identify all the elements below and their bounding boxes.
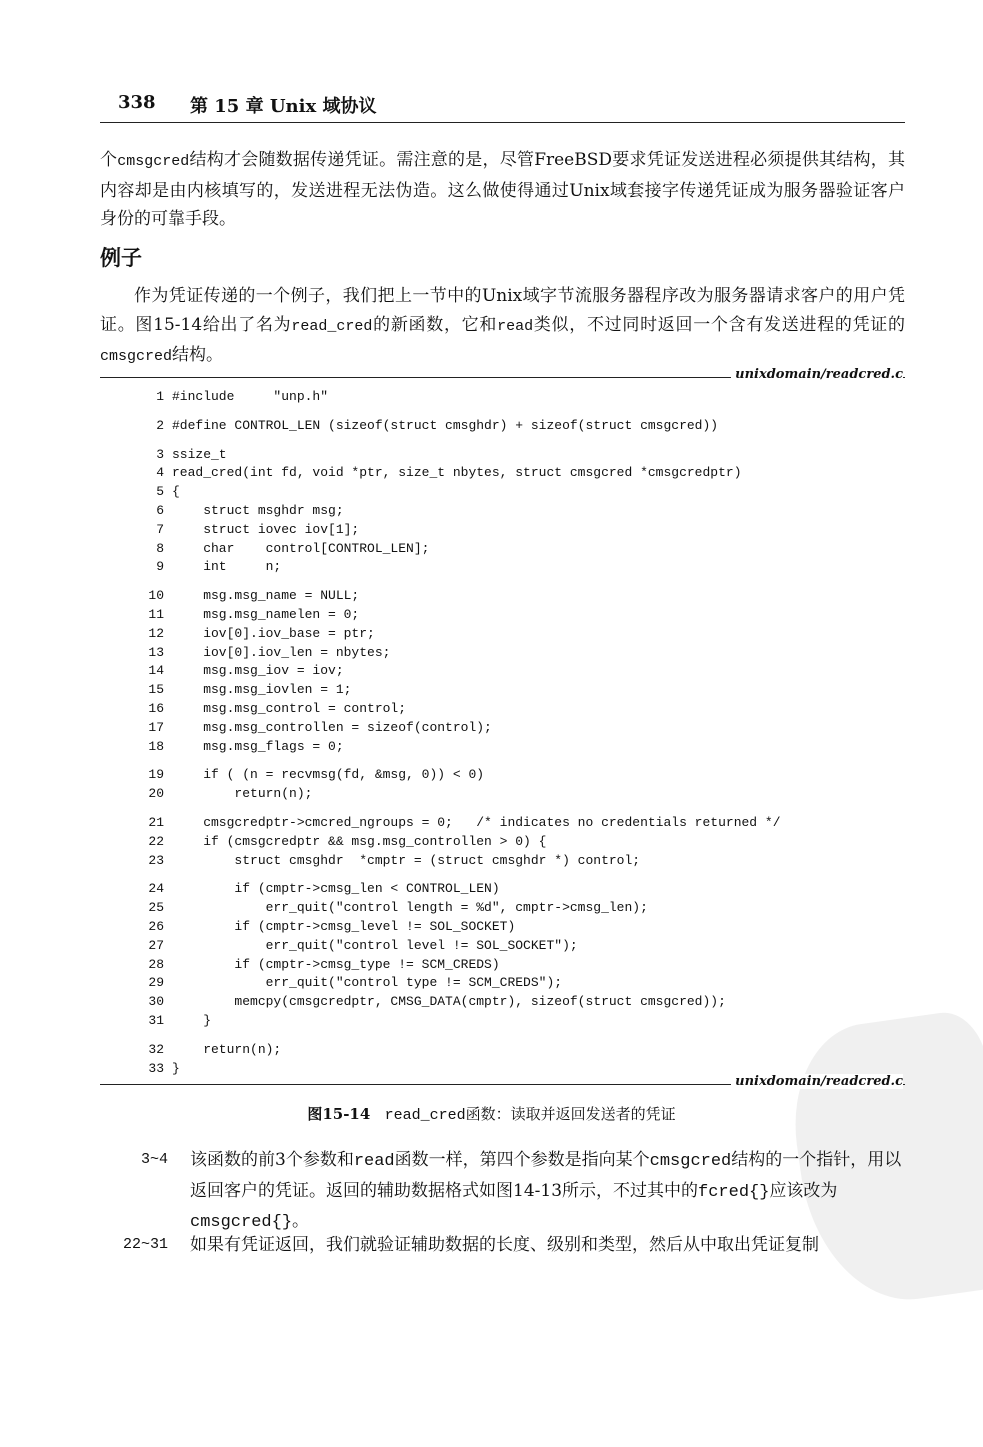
code-line bbox=[140, 1060, 781, 1079]
line-number: 17 bbox=[148, 719, 164, 735]
line-number: 23 bbox=[148, 852, 164, 868]
text-run: 结构才会随数据传递凭证。需注意的是，尽管FreeBSD要求凭证发送进程必须提供其结构，其内容却是由内核填写的，发送进程无法伪造。这么做使得通过Unix域套接字传递凭证成为服务器验证客户身份的可靠手段。 bbox=[100, 150, 906, 229]
code-line bbox=[140, 587, 781, 606]
code-text: return(n); bbox=[172, 786, 313, 802]
text-run: 。 bbox=[292, 1211, 310, 1231]
code-text: { bbox=[172, 484, 180, 500]
code-text: struct cmsghdr *cmptr = (struct cmsghdr *) control; bbox=[172, 852, 641, 868]
code-text: return(n); bbox=[172, 1041, 282, 1057]
code-line bbox=[140, 899, 781, 918]
line-number: 29 bbox=[148, 975, 164, 991]
code-line bbox=[140, 814, 781, 833]
code-line bbox=[140, 540, 781, 559]
text-run: 如果有凭证返回，我们就验证辅助数据的长度、级别和类型，然后从中取出凭证复制 bbox=[190, 1235, 819, 1255]
text-run: 应该改为 bbox=[769, 1180, 838, 1201]
inline-code: cmsgcred bbox=[649, 1152, 732, 1171]
code-line bbox=[140, 852, 781, 871]
code-line bbox=[140, 558, 781, 577]
caption-label: 图15-14 bbox=[307, 1105, 371, 1123]
code-text: if ( (n = recvmsg(fd, &msg, 0)) < 0) bbox=[172, 767, 485, 783]
note-range: 22~31 bbox=[122, 1236, 168, 1253]
line-number: 25 bbox=[148, 900, 164, 916]
line-number: 3 bbox=[156, 446, 164, 462]
code-line bbox=[140, 937, 781, 956]
line-number: 20 bbox=[148, 786, 164, 802]
line-number: 7 bbox=[156, 521, 164, 537]
code-text: cmsgcredptr->cmcred_ngroups = 0; /* indicates no credentials returned */ bbox=[172, 814, 781, 830]
code-line bbox=[140, 644, 781, 663]
code-line bbox=[140, 719, 781, 738]
line-number: 33 bbox=[148, 1060, 164, 1076]
text-run: 该函数的前3个参数和 bbox=[190, 1150, 354, 1170]
line-number: 32 bbox=[148, 1041, 164, 1057]
code-text: struct iovec iov[1]; bbox=[172, 521, 360, 537]
line-number: 5 bbox=[156, 484, 164, 500]
code-text: iov[0].iov_base = ptr; bbox=[172, 625, 375, 641]
code-line bbox=[140, 606, 781, 625]
code-text: char control[CONTROL_LEN]; bbox=[172, 540, 430, 556]
listing-filename-top: unixdomain/readcred.c bbox=[731, 367, 903, 382]
code-line bbox=[140, 681, 781, 700]
inline-code: cmsgcred bbox=[100, 348, 173, 365]
code-line bbox=[140, 918, 781, 937]
line-number: 10 bbox=[148, 588, 164, 604]
line-number: 18 bbox=[148, 738, 164, 754]
line-number: 11 bbox=[148, 606, 164, 622]
line-number: 24 bbox=[148, 881, 164, 897]
code-text: ssize_t bbox=[172, 446, 227, 462]
line-number: 14 bbox=[148, 663, 164, 679]
caption-func: read_cred bbox=[384, 1107, 466, 1124]
line-number: 27 bbox=[148, 937, 164, 953]
line-number: 4 bbox=[156, 465, 164, 481]
code-line bbox=[140, 766, 781, 785]
code-line bbox=[140, 521, 781, 540]
code-text: read_cred(int fd, void *ptr, size_t nbytes, struct cmsgcred *cmsgcredptr) bbox=[172, 465, 742, 481]
line-number: 21 bbox=[148, 814, 164, 830]
code-text: msg.msg_control = control; bbox=[172, 700, 407, 716]
code-listing bbox=[140, 388, 781, 1078]
code-line bbox=[140, 446, 781, 465]
note-range: 3~4 bbox=[140, 1151, 168, 1168]
line-number: 31 bbox=[148, 1012, 164, 1028]
code-text: if (cmptr->cmsg_type != SCM_CREDS) bbox=[172, 956, 500, 972]
code-line bbox=[140, 833, 781, 852]
inline-code: read bbox=[353, 1152, 395, 1171]
code-line bbox=[140, 388, 781, 407]
code-text: iov[0].iov_len = nbytes; bbox=[172, 644, 391, 660]
line-number: 22 bbox=[148, 833, 164, 849]
line-number: 15 bbox=[148, 682, 164, 698]
code-text: if (cmptr->cmsg_len < CONTROL_LEN) bbox=[172, 881, 500, 897]
code-text: if (cmptr->cmsg_level != SOL_SOCKET) bbox=[172, 918, 516, 934]
line-number: 12 bbox=[148, 625, 164, 641]
code-line bbox=[140, 700, 781, 719]
code-line bbox=[140, 625, 781, 644]
code-text: msg.msg_namelen = 0; bbox=[172, 606, 360, 622]
code-text: struct msghdr msg; bbox=[172, 502, 344, 518]
code-text: err_quit("control length = %d", cmptr->cmsg_len); bbox=[172, 900, 648, 916]
text-run: 作为凭证传递的一个例子，我们把上一节中的Unix域字节流服务器程序改为服务器请求客户的用户凭证。图15-14给出了名为 bbox=[100, 286, 905, 335]
line-number: 2 bbox=[156, 417, 164, 433]
listing-filename-bottom: unixdomain/readcred.c bbox=[731, 1074, 903, 1089]
figure-caption bbox=[0, 1103, 983, 1124]
text-run: 个 bbox=[100, 150, 118, 170]
inline-code: cmsgcred bbox=[117, 153, 190, 170]
code-text: err_quit("control level != SOL_SOCKET"); bbox=[172, 937, 578, 953]
code-line bbox=[140, 974, 781, 993]
line-number: 26 bbox=[148, 918, 164, 934]
code-text: memcpy(cmsgcredptr, CMSG_DATA(cmptr), sizeof(struct cmsgcred)); bbox=[172, 994, 726, 1010]
code-text: msg.msg_iov = iov; bbox=[172, 663, 344, 679]
text-run: 结构。 bbox=[172, 345, 224, 365]
code-line bbox=[140, 880, 781, 899]
code-text: if (cmsgcredptr && msg.msg_controllen > 0) { bbox=[172, 833, 547, 849]
line-number: 13 bbox=[148, 644, 164, 660]
code-line bbox=[140, 502, 781, 521]
line-number: 30 bbox=[148, 994, 164, 1010]
inline-code: read bbox=[497, 317, 534, 335]
page-number: 338 bbox=[118, 92, 156, 113]
text-run: 类似，不过同时返回一个含有发送进程的凭证的 bbox=[533, 314, 906, 335]
code-line bbox=[140, 1012, 781, 1031]
note-body bbox=[190, 1231, 905, 1260]
code-line bbox=[140, 738, 781, 757]
inline-code: read_cred bbox=[291, 317, 373, 335]
code-line bbox=[140, 993, 781, 1012]
note-body bbox=[190, 1146, 905, 1238]
line-number: 16 bbox=[148, 700, 164, 716]
inline-code: fcred{} bbox=[698, 1182, 770, 1202]
note-22-31 bbox=[100, 1231, 905, 1260]
code-text: } bbox=[172, 1060, 180, 1076]
text-run: 的新函数，它和 bbox=[372, 314, 498, 335]
code-line bbox=[140, 785, 781, 804]
code-text: } bbox=[172, 1012, 212, 1028]
code-text: msg.msg_iovlen = 1; bbox=[172, 682, 352, 698]
code-line bbox=[140, 956, 781, 975]
running-header: 第 15 章 Unix 域协议 bbox=[190, 96, 377, 117]
section-heading: 例子 bbox=[100, 246, 142, 270]
code-text: #define CONTROL_LEN (sizeof(struct cmsghdr) + sizeof(struct cmsgcred)) bbox=[172, 417, 719, 433]
line-number: 6 bbox=[156, 502, 164, 518]
code-line bbox=[140, 662, 781, 681]
line-number: 9 bbox=[156, 559, 164, 575]
intro-paragraph bbox=[100, 146, 905, 234]
example-paragraph bbox=[100, 282, 905, 372]
code-line bbox=[140, 417, 781, 436]
line-number: 8 bbox=[156, 540, 164, 556]
note-3-4 bbox=[100, 1146, 905, 1238]
code-text: int n; bbox=[172, 559, 282, 575]
text-run: 结构的一个指针，用以返回客户的凭证。返回的辅助数据格式如图14-13所示，不过其中的 bbox=[190, 1150, 902, 1201]
line-number: 28 bbox=[148, 956, 164, 972]
line-number: 1 bbox=[156, 389, 164, 404]
caption-text: 函数：读取并返回发送者的凭证 bbox=[465, 1105, 676, 1123]
code-text: msg.msg_flags = 0; bbox=[172, 738, 344, 754]
inline-code: cmsgcred{} bbox=[190, 1213, 293, 1232]
text-run: 函数一样，第四个参数是指向某个 bbox=[394, 1150, 650, 1170]
code-text: #include "unp.h" bbox=[172, 389, 329, 404]
code-text: msg.msg_controllen = sizeof(control); bbox=[172, 719, 492, 735]
line-number: 19 bbox=[148, 767, 164, 783]
code-text: err_quit("control type != SCM_CREDS"); bbox=[172, 975, 563, 991]
code-line bbox=[140, 1041, 781, 1060]
code-line bbox=[140, 483, 781, 502]
code-text: msg.msg_name = NULL; bbox=[172, 588, 360, 604]
code-line bbox=[140, 464, 781, 483]
header-rule bbox=[100, 122, 905, 123]
